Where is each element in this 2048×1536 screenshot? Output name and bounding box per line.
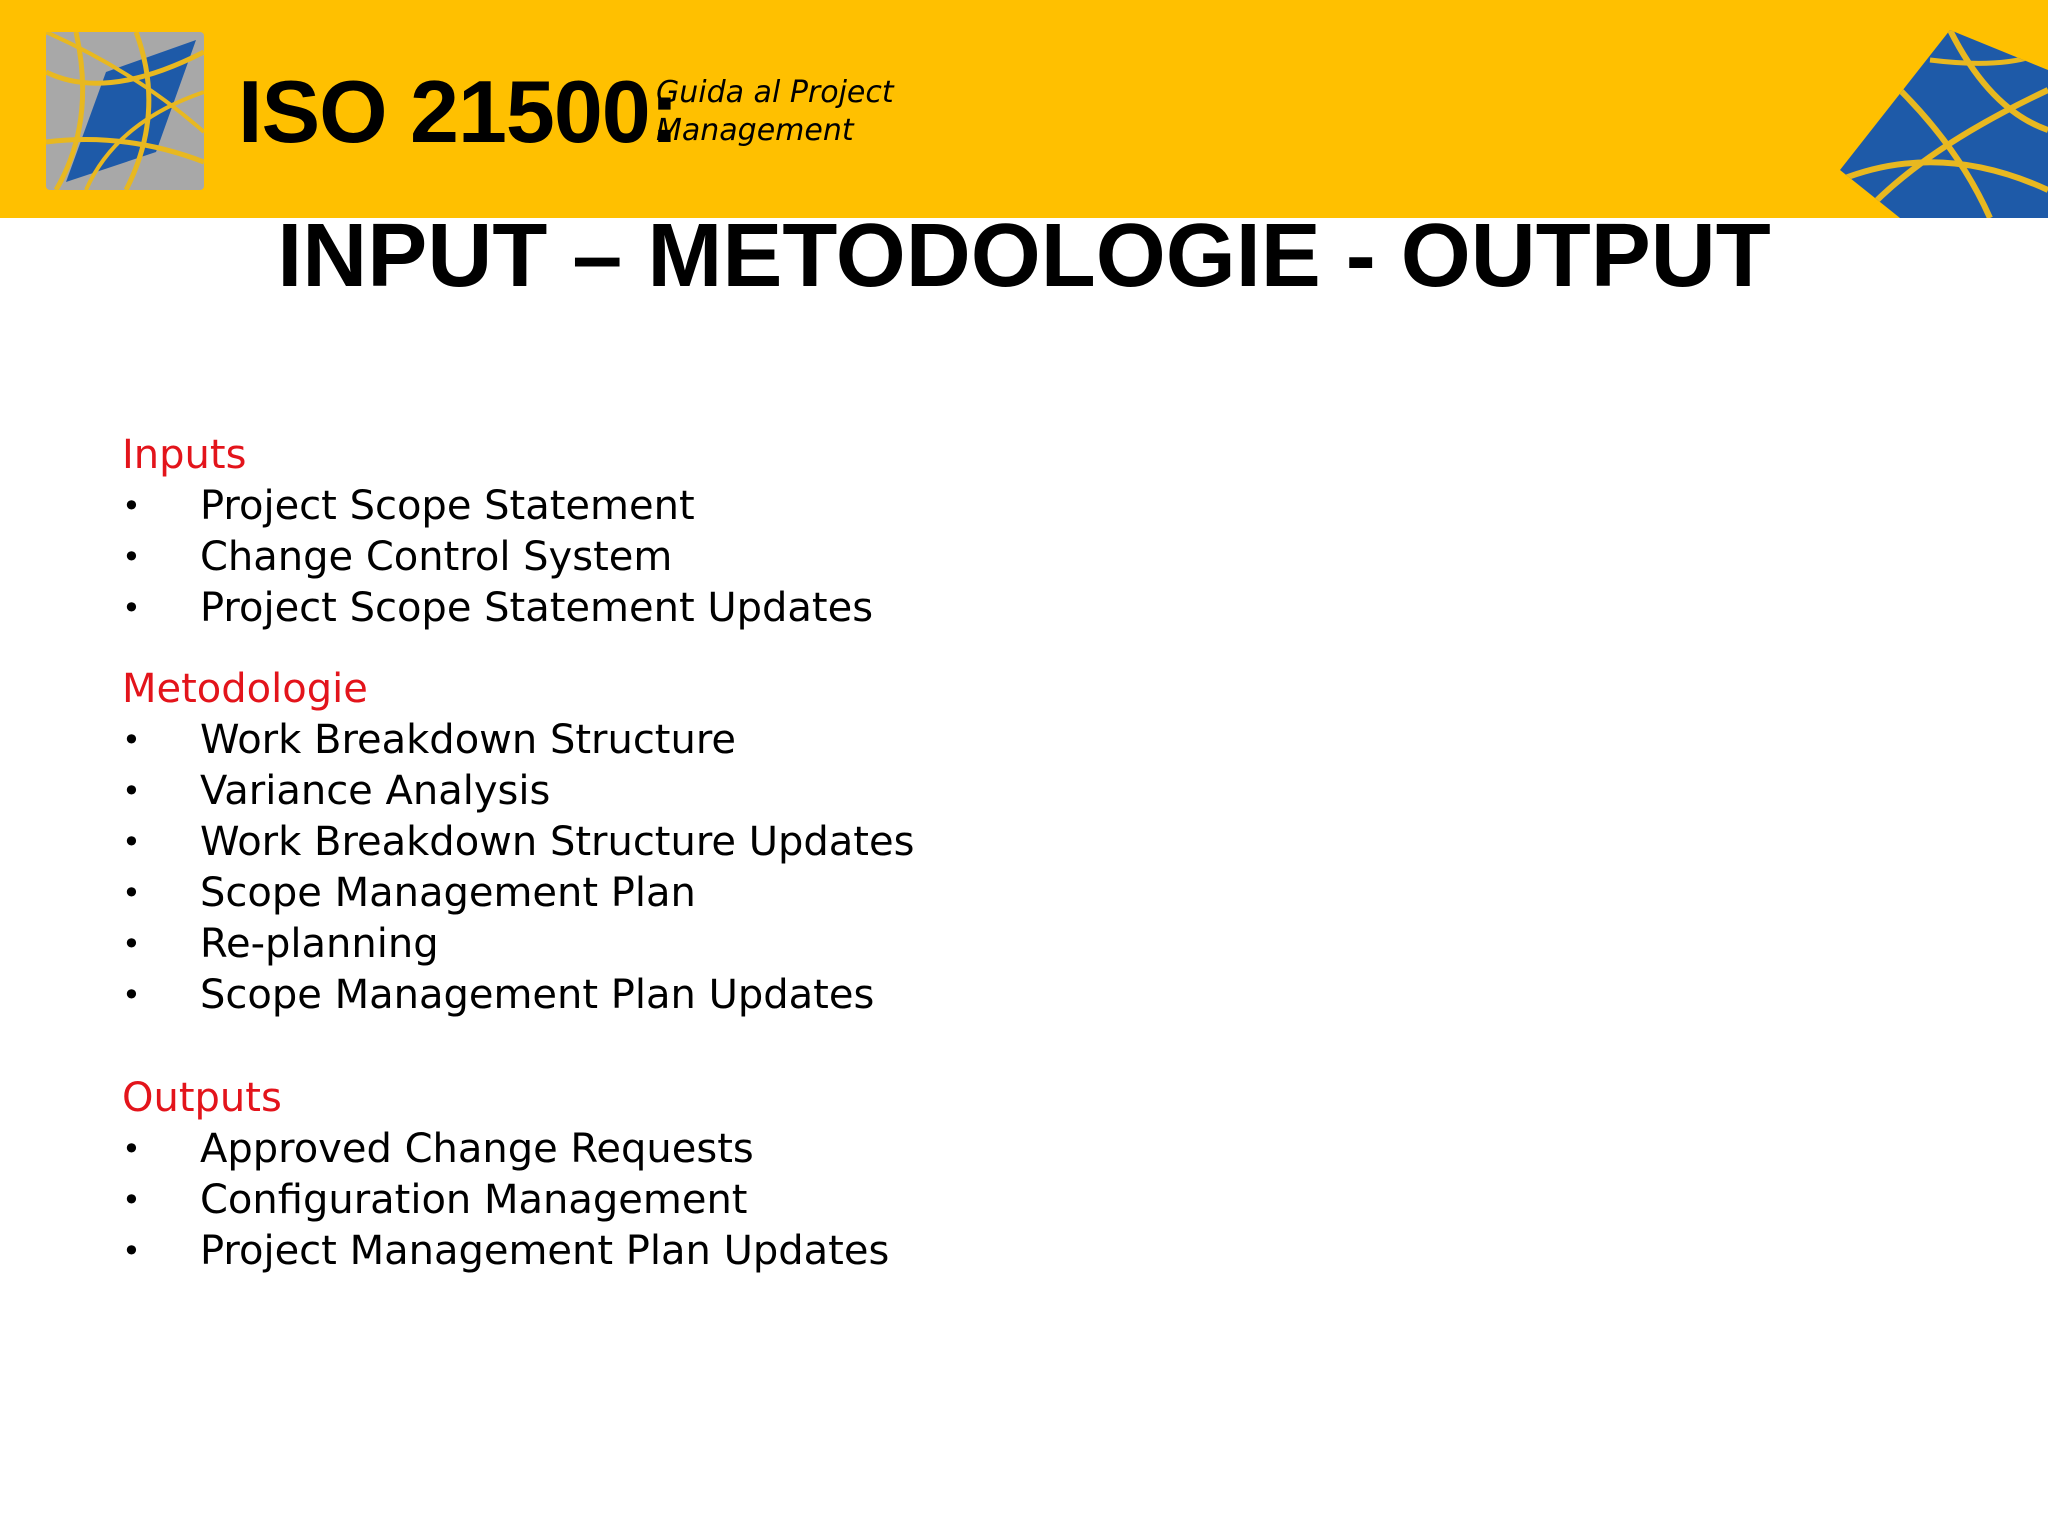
list-item bbox=[122, 715, 1522, 766]
bullet-icon: • bbox=[122, 976, 141, 1014]
brand-title: ISO 21500: bbox=[238, 62, 679, 161]
brand-subtitle-line1: Guida al Project bbox=[656, 75, 894, 110]
bullet-icon: • bbox=[122, 874, 141, 912]
list-item bbox=[122, 1124, 1522, 1175]
list-item-text: Configuration Management bbox=[200, 1177, 748, 1223]
list-item-text: Variance Analysis bbox=[200, 768, 551, 814]
list-item-text: Work Breakdown Structure Updates bbox=[200, 819, 915, 865]
section-outputs bbox=[122, 1073, 1522, 1277]
list-item bbox=[122, 1175, 1522, 1226]
section-heading-outputs: Outputs bbox=[122, 1075, 282, 1121]
brand-subtitle bbox=[656, 74, 894, 150]
list-item-text: Re-planning bbox=[200, 921, 439, 967]
list-item bbox=[122, 583, 1522, 634]
bullet-icon: • bbox=[122, 1130, 141, 1168]
bullet-icon: • bbox=[122, 1181, 141, 1219]
list-item bbox=[122, 868, 1522, 919]
bullet-icon: • bbox=[122, 772, 141, 810]
iso-logo-icon bbox=[46, 32, 204, 190]
list-item bbox=[122, 817, 1522, 868]
content-body bbox=[122, 430, 1522, 1277]
outputs-list bbox=[122, 1124, 1522, 1277]
list-item bbox=[122, 766, 1522, 817]
section-metodologie bbox=[122, 664, 1522, 1021]
list-item-text: Change Control System bbox=[200, 534, 673, 580]
list-item-text: Work Breakdown Structure bbox=[200, 717, 737, 763]
slide-title: INPUT – METODOLOGIE - OUTPUT bbox=[277, 206, 1771, 306]
list-item-text: Project Management Plan Updates bbox=[200, 1228, 890, 1274]
brand-subtitle-line2: Management bbox=[656, 113, 854, 148]
bullet-icon: • bbox=[122, 721, 141, 759]
list-item bbox=[122, 970, 1522, 1021]
list-item-text: Approved Change Requests bbox=[200, 1126, 754, 1172]
metodologie-list bbox=[122, 715, 1522, 1021]
bullet-icon: • bbox=[122, 487, 141, 525]
bullet-icon: • bbox=[122, 1232, 141, 1270]
bullet-icon: • bbox=[122, 925, 141, 963]
list-item-text: Scope Management Plan bbox=[200, 870, 696, 916]
list-item bbox=[122, 481, 1522, 532]
list-item bbox=[122, 532, 1522, 583]
list-item-text: Project Scope Statement Updates bbox=[200, 585, 874, 631]
list-item bbox=[122, 1226, 1522, 1277]
list-item bbox=[122, 919, 1522, 970]
list-item-text: Scope Management Plan Updates bbox=[200, 972, 875, 1018]
section-inputs bbox=[122, 430, 1522, 634]
list-item-text: Project Scope Statement bbox=[200, 483, 695, 529]
decorative-logo-icon bbox=[1840, 30, 2048, 218]
bullet-icon: • bbox=[122, 538, 141, 576]
section-heading-metodologie: Metodologie bbox=[122, 666, 368, 712]
bullet-icon: • bbox=[122, 823, 141, 861]
bullet-icon: • bbox=[122, 589, 141, 627]
inputs-list bbox=[122, 481, 1522, 634]
section-heading-inputs: Inputs bbox=[122, 432, 247, 478]
